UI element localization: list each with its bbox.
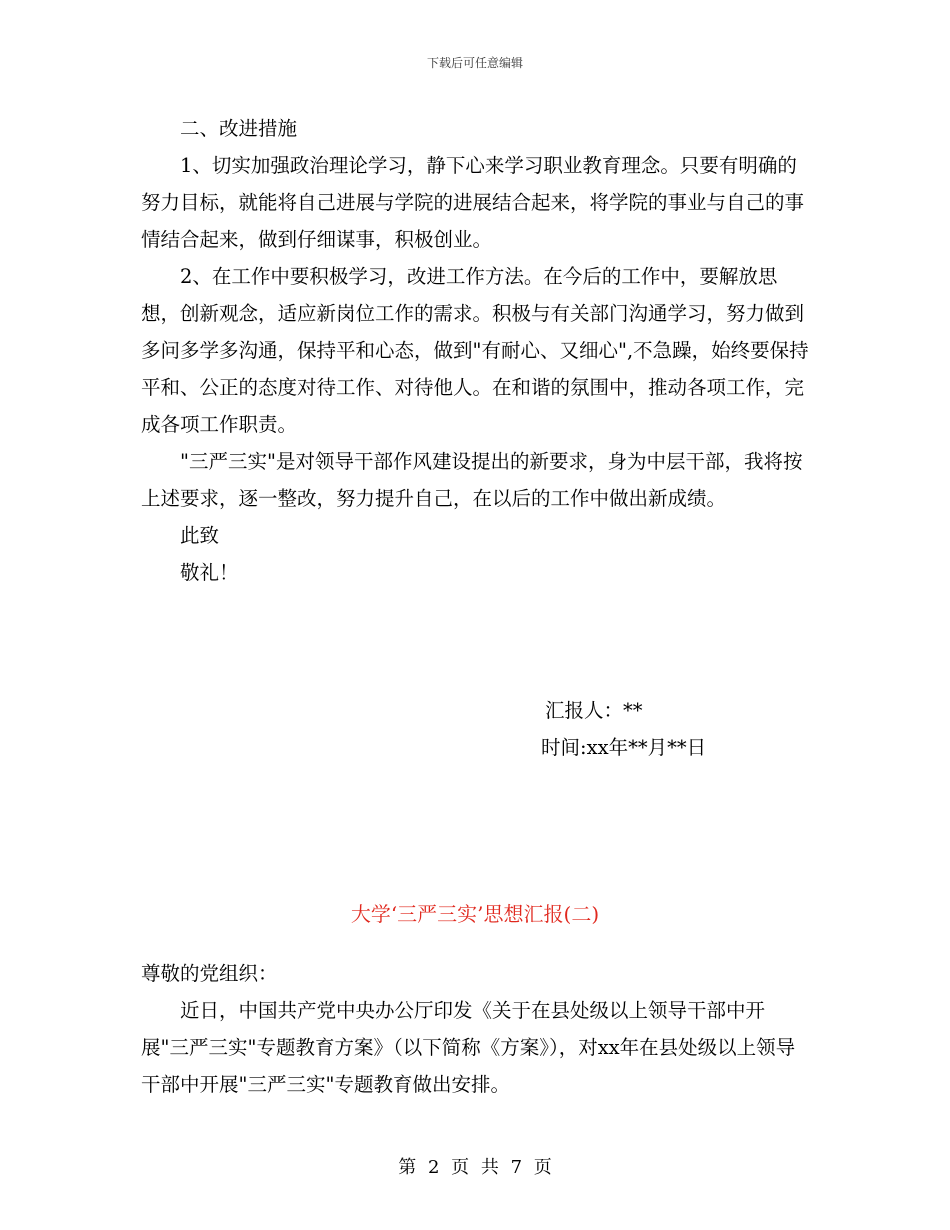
closing-greeting: 此致 [180, 524, 220, 547]
signature-date: 时间:xx年**月**日 [541, 736, 707, 759]
main-body-section-1 [141, 110, 811, 591]
salutation: 尊敬的党组织： [141, 962, 278, 985]
header-note: 下载后可任意编辑 [426, 56, 523, 70]
paragraph-3: "三严三实"是对领导干部作风建设提出的新要求，身为中层干部，我将按上述要求，逐一整改，努力提升自己，在以后的工作中做出新成绩。 [141, 450, 803, 510]
main-body-section-2 [141, 955, 811, 1103]
signature-reporter: 汇报人：** [545, 699, 643, 722]
closing-salute: 敬礼！ [180, 561, 239, 584]
page-number-footer: 第 2 页 共 7 页 [398, 1157, 552, 1178]
paragraph-2: 2、在工作中要积极学习，改进工作方法。在今后的工作中，要解放思想，创新观念，适应新岗位工作的需求。积极与有关部门沟通学习，努力做到多问多学多沟通，保持平和心态，做到"有耐心、又细心",不急躁，始终要保持平和、公正的态度对待工作、对待他人。在和谐的氛围中，推动各项工作，完成各项工作职责。 [141, 265, 809, 436]
section-heading: 二、改进措施 [180, 117, 298, 140]
paragraph-4: 近日，中国共产党中央办公厅印发《关于在县处级以上领导干部中开展"三严三实"专题教育方案》（以下简称《方案》），对xx年在县处级以上领导干部中开展"三严三实"专题教育做出安排。 [141, 999, 796, 1096]
section-2-title: 大学‘三严三实’思想汇报(二) [350, 902, 600, 926]
paragraph-1: 1、切实加强政治理论学习，静下心来学习职业教育理念。只要有明确的努力目标，就能将自己进展与学院的进展结合起来，将学院的事业与自己的事情结合起来，做到仔细谋事，积极创业。 [141, 154, 805, 251]
